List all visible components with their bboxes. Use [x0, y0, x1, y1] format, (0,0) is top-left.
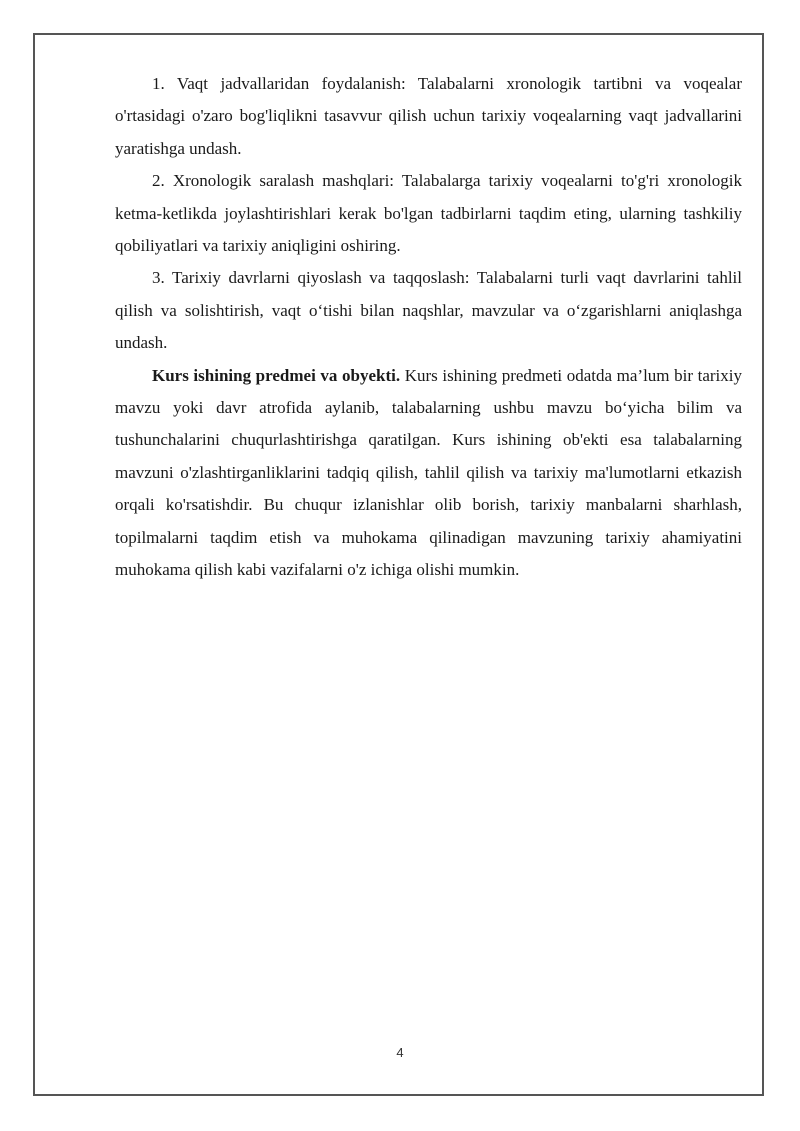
- paragraph-chronological-sorting: [115, 165, 742, 262]
- document-body: [115, 68, 742, 587]
- paragraph-text: 3. Tarixiy davrlarni qiyoslash va taqqoslash: Talabalarni turli vaqt davrlarini tahlil qilish va solishtirish, vaqt o‘tishi bilan naqshlar, mavzular va o‘zgarishlarni aniqlashga undash.: [115, 268, 742, 353]
- paragraph-heading: Kurs ishining predmei va obyekti.: [152, 365, 401, 385]
- paragraph-text: 1. Vaqt jadvallaridan foydalanish: Talabalarni xronologik tartibni va voqealar o'rtasidagi o'zaro bog'liqlikni tasavvur qilish uchun tarixiy voqealarning vaqt jadvallarini yaratishga undash.: [115, 74, 742, 158]
- paragraph-text: Kurs ishining predmeti odatda ma’lum bir tarixiy mavzu yoki davr atrofida aylanib, talabalarning ushbu mavzu bo‘yicha bilim va tushunchalarini chuqurlashtirishga qaratilgan. Kurs ishining ob'ekti esa talabalarning mavzuni o'zlashtirganliklarini tadqiq qilish, tahlil qilish va tarixiy ma'lumotlarni etkazish orqali ko'rsatishdir. Bu chuqur izlanishlar olib borish, tarixiy manbalarni sharhlash, topilmalarni taqdim etish va muhokama qilinadigan mavzuning tarixiy ahamiyatini muhokama qilish kabi vazifalarni o'z ichiga olishi mumkin.: [115, 365, 742, 580]
- paragraph-timelines: [115, 68, 742, 165]
- paragraph-text: 2. Xronologik saralash mashqlari: Talabalarga tarixiy voqealarni to'g'ri xronologik ketma-ketlikda joylashtirishlari kerak bo'lgan tadbirlarni taqdim eting, ularning tashkiliy qobiliyatlari va tarixiy aniqligini oshiring.: [115, 171, 742, 256]
- page-number: 4: [396, 1045, 404, 1060]
- paragraph-period-comparison: [115, 262, 742, 359]
- paragraph-subject-and-object: [115, 360, 742, 587]
